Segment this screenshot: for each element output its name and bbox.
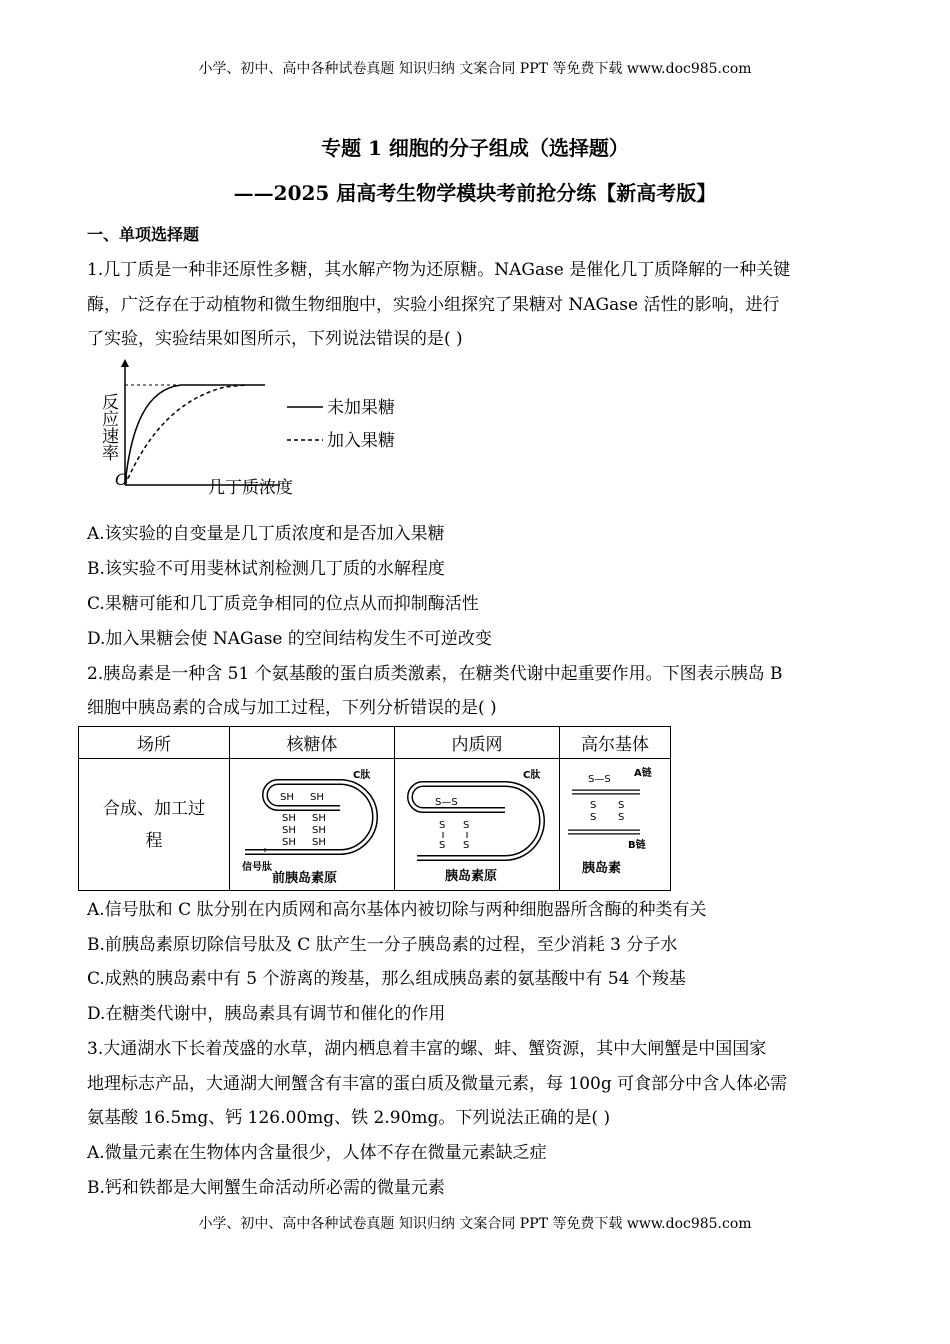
sh-label: SH bbox=[312, 824, 326, 836]
preproinsulin-diagram bbox=[230, 760, 394, 890]
s-label: S bbox=[463, 839, 470, 851]
q2-option-a: A.信号肽和 C 肽分别在内质网和高尔基体内被切除与两种细胞器所含酶的种类有关 bbox=[87, 900, 707, 920]
insulin-diagram bbox=[560, 760, 670, 890]
sh-label: SH bbox=[282, 824, 296, 836]
table-cell-preproinsulin bbox=[230, 759, 395, 891]
q3-line-1: 3.大通湖水下长着茂盛的水草，湖内栖息着丰富的螺、蚌、蟹资源，其中大闸蟹是中国国家 bbox=[87, 1039, 767, 1059]
sh-label: SH bbox=[312, 836, 326, 848]
q3-line-3: 氨基酸 16.5mg、钙 126.00mg、铁 2.90mg。下列说法正确的是( ) bbox=[87, 1108, 611, 1128]
table-row-label bbox=[79, 759, 230, 891]
sh-label: SH bbox=[310, 791, 324, 803]
q1-line-1: 1.几丁质是一种非还原性多糖，其水解产物为还原糖。NAGase 是催化几丁质降解的一种关键 bbox=[87, 260, 791, 280]
sh-label: SH bbox=[282, 812, 296, 824]
title-line-1: 专题 1 细胞的分子组成（选择题） bbox=[321, 136, 629, 160]
q1-option-b: B.该实验不可用斐林试剂检测几丁质的水解程度 bbox=[87, 559, 445, 579]
table-cell-proinsulin bbox=[395, 759, 560, 891]
table-cell-insulin bbox=[560, 759, 671, 891]
q1-line-3: 了实验，实验结果如图所示，下列说法错误的是( ) bbox=[87, 329, 463, 349]
s-label: S bbox=[590, 799, 597, 811]
sh-label: SH bbox=[312, 812, 326, 824]
y-axis-arrow bbox=[121, 359, 129, 367]
signal-peptide-label: 信号肽 bbox=[242, 861, 272, 873]
q3-option-a: A.微量元素在生物体内含量很少，人体不存在微量元素缺乏症 bbox=[87, 1143, 547, 1163]
c-peptide-label: C肽 bbox=[353, 769, 371, 781]
q2-option-d: D.在糖类代谢中，胰岛素具有调节和催化的作用 bbox=[87, 1004, 446, 1024]
table-header-golgi: 高尔基体 bbox=[560, 727, 671, 759]
y-axis-label: 反应速率 bbox=[98, 393, 118, 461]
s-label: S bbox=[463, 819, 470, 831]
table-header-place: 场所 bbox=[79, 727, 230, 759]
proinsulin-diagram bbox=[395, 760, 559, 890]
s-label: S bbox=[618, 799, 625, 811]
curve-with-fructose bbox=[125, 385, 245, 485]
section-heading: 一、单项选择题 bbox=[87, 225, 200, 244]
row-label-line-1: 合成、加工过 bbox=[103, 798, 205, 819]
c-peptide-label: C肽 bbox=[523, 769, 541, 781]
q3-line-2: 地理标志产品，大通湖大闸蟹含有丰富的蛋白质及微量元素，每 100g 可食部分中含人体必需 bbox=[87, 1074, 788, 1094]
origin-label: O bbox=[115, 470, 129, 489]
legend-solid-label: 未加果糖 bbox=[327, 398, 395, 418]
a-chain-label: A链 bbox=[634, 767, 652, 779]
s-label: S bbox=[590, 811, 597, 823]
q1-option-c: C.果糖可能和几丁质竞争相同的位点从而抑制酶活性 bbox=[87, 594, 479, 614]
b-chain-label: B链 bbox=[628, 839, 646, 851]
q2-table bbox=[78, 726, 671, 891]
insulin-caption: 胰岛素 bbox=[582, 860, 622, 876]
proinsulin-caption: 胰岛素原 bbox=[445, 868, 498, 884]
page-footer: 小学、初中、高中各种试卷真题 知识归纳 文案合同 PPT 等免费下载 www.doc985.com bbox=[198, 1216, 752, 1232]
q2-line-2: 细胞中胰岛素的合成与加工过程，下列分析错误的是( ) bbox=[87, 698, 497, 718]
sh-label: SH bbox=[282, 836, 296, 848]
table-header-ribosome: 核糖体 bbox=[230, 727, 395, 759]
q2-option-c: C.成熟的胰岛素中有 5 个游离的羧基，那么组成胰岛素的氨基酸中有 54 个羧基 bbox=[87, 969, 686, 989]
q2-option-b: B.前胰岛素原切除信号肽及 C 肽产生一分子胰岛素的过程，至少消耗 3 分子水 bbox=[87, 935, 678, 955]
preproinsulin-caption: 前胰岛素原 bbox=[272, 870, 338, 886]
q1-option-d: D.加入果糖会使 NAGase 的空间结构发生不可逆改变 bbox=[87, 629, 492, 649]
q1-option-a: A.该实验的自变量是几丁质浓度和是否加入果糖 bbox=[87, 524, 445, 544]
q3-option-b: B.钙和铁都是大闸蟹生命活动所必需的微量元素 bbox=[87, 1178, 445, 1198]
disulfide-label: S—S bbox=[588, 773, 611, 785]
s-label: S bbox=[439, 839, 446, 851]
x-axis-label: 几丁质浓度 bbox=[208, 478, 293, 498]
page-header: 小学、初中、高中各种试卷真题 知识归纳 文案合同 PPT 等免费下载 www.doc985.com bbox=[198, 61, 752, 77]
q2-line-1: 2.胰岛素是一种含 51 个氨基酸的蛋白质类激素，在糖类代谢中起重要作用。下图表示胰岛 B bbox=[87, 664, 783, 684]
q1-line-2: 酶，广泛存在于动植物和微生物细胞中，实验小组探究了果糖对 NAGase 活性的影响，进行 bbox=[87, 295, 780, 315]
s-label: S bbox=[618, 811, 625, 823]
row-label-line-2: 程 bbox=[145, 830, 163, 851]
legend-dashed-label: 加入果糖 bbox=[327, 431, 395, 451]
title-line-2: ——2025 届高考生物学模块考前抢分练【新高考版】 bbox=[233, 181, 717, 205]
table-header-er: 内质网 bbox=[395, 727, 560, 759]
curve-no-fructose bbox=[125, 385, 265, 485]
disulfide-label: S—S bbox=[435, 796, 458, 808]
sh-label: SH bbox=[280, 791, 294, 803]
q1-figure bbox=[95, 355, 425, 500]
s-label: S bbox=[439, 819, 446, 831]
